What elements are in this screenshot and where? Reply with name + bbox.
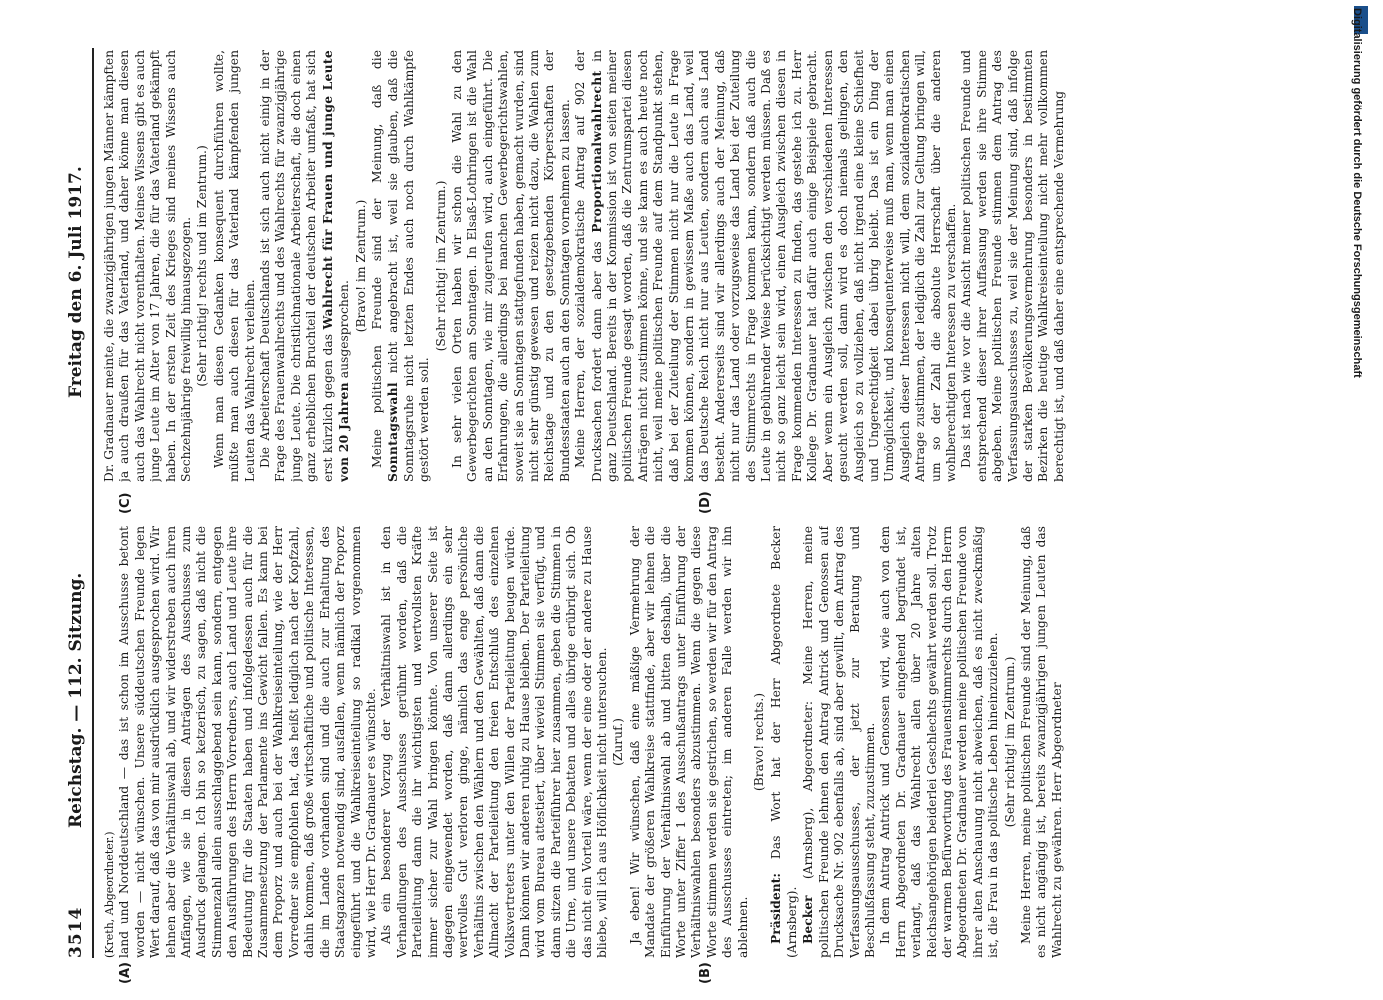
paragraph bbox=[370, 50, 433, 482]
interjection: (Bravo! rechts.) bbox=[752, 692, 767, 792]
session-date: Freitag den 6. Juli 1917. bbox=[66, 166, 86, 398]
session-title: Reichstag. — 112. Sitzung. bbox=[66, 572, 86, 828]
interjection: (Bravo! im Zentrum.) bbox=[353, 199, 368, 333]
interjection: (Sehr richtig! im Zentrum.) bbox=[1002, 656, 1017, 828]
paragraph: In dem Antrag Antrick und Genossen wird, wie auch von dem Herrn Abgeordneten Dr. Gradnauer eingehend begründet ist, verlangt, daß das Wahlrecht allen über 20 Jahre alten Reichsangehörigen beiderlei Geschlechts gewährt werden soll. Trotz der warmen Befürwortung des Frauenstimmrechts durch den Herrn Abgeordneten Dr. Gradnauer werden meine politischen Freunde von ihrer alten Anschauung nicht abweichen, daß es nicht zweckmäßig ist, die Frau in das politische Leben hineinzuziehen. bbox=[878, 526, 1001, 958]
paragraph: land und Norddeutschland — das ist schon im Ausschusse betont worden — nicht wünschen. Unsere süddeutschen Freunde legen Wert darauf, daß das von mir ausdrücklich ausgesprochen wird. Wir lehnen aber die Verhältniswahl ab, und wir widerstreben auch ihren Anfängen, wie sie in diesen Anträgen des Ausschusses zum Ausdruck gelangen. Ich bin so ketzerisch, zu sagen, daß nicht die Stimmenzahl allein ausschlaggebend sein kann, sondern, entgegen den Ausführungen des Herrn Vorredners, auch Land und Leute ihre Bedeutung für die Staaten haben und infolgedessen auch für die Zusammensetzung der Parlamente ins Gewicht fallen. Es kann bei dem Proporz und auch bei der Wahlkreiseinteilung, wie der Herr Vorredner sie empfohlen hat, das heißt lediglich nach der Kopfzahl, dahin kommen, daß große wirtschaftliche und politische Interessen, die im Lande vorhanden sind und die auch zur Erhaltung des Staatsganzen notwendig sind, ausfallen, wenn nämlich der Proporz eingeführt und die Wahlkreiseinteilung so radikal vorgenommen wird, wie Herr Dr. Gradnauer es wünschte. bbox=[117, 526, 378, 958]
paragraph bbox=[768, 526, 800, 958]
speaker-name: Präsident: bbox=[768, 873, 784, 944]
page-number: 3514 bbox=[66, 906, 86, 958]
paragraph: Als ein besonderer Vorzug der Verhältniswahl ist in den Verhandlungen des Ausschusses gerühmt worden, daß die Parteileitung dann die ihr wichtigsten und wertvollsten Kräfte immer sicher zur Wahl bringen könnte. Von unserer Seite ist dagegen eingewendet worden, daß dann allerdings ein sehr wertvolles Gut verloren ginge, nämlich das enge persönliche Verhältnis zwischen den Wählern und den Gewählten, daß dann die Allmacht der Parteileitung den freien Entschluß des einzelnen Volksvertreters unter den Willen der Parteileitung beugen würde. Dann können wir anderen ruhig zu Hause bleiben. Der Parteileitung wird vom Bureau attestiert, über wieviel Stimmen sie verfügt, und dann sitzen die Parteiführer hier zusammen, geben die Stimmen in die Urne, und unsere Debatten und alles übrige erübrigt sich. Ob das nicht ein Vorteil wäre, wenn der eine oder der andere zu Hause bliebe, will ich aus Höflichkeit nicht untersuchen. bbox=[379, 526, 609, 958]
paragraph-text: Meine Herren, der sozialdemokratische Antrag auf 902 der Drucksachen fordert dann aber das bbox=[573, 50, 604, 482]
paragraph-text: Das Wort hat der Herr Abgeordnete Becker (Arnsberg). bbox=[769, 526, 799, 958]
paragraph-text: (Arnsberg), Abgeordneter: Meine Herren, meine politischen Freunde lehnen den Antrag Antrick und Genossen auf Drucksache Nr. 902 ebenfalls ab, sind aber gewillt, dem Antrag des Verfassungsausschusses, der jetzt zur Beratung und Beschlußfassung steht, zuzustimmen. bbox=[801, 526, 877, 958]
rotated-document-page bbox=[58, 48, 1323, 984]
paragraph bbox=[800, 526, 878, 958]
paragraph: In sehr vielen Orten haben wir schon die Wahl zu den Gewerbegerichten am Sonntagen. In Elsaß-Lothringen ist die Wahl an den Sonntagen, wie mir zugerufen wird, auch eingeführt. Die Erfahrungen, die allerdings bei manchen Gewerbegerichtswahlen, soweit sie an Sonntagen stattgefunden haben, gemacht wurden, sind nicht sehr günstig gewesen und reizen nicht dazu, die Wahlen zum Reichstage und zu den gesetzgebenden Körperschaften der Bundesstaaten auch an den Sonntagen vornehmen zu lassen. bbox=[449, 50, 572, 482]
paragraph: Wenn man diesen Gedanken konsequent durchführen wollte, müßte man auch diesen für das Vaterland kämpfenden jungen Leuten das Wahlrecht verleihen. bbox=[211, 50, 257, 482]
margin-marker-d: (D) bbox=[698, 491, 713, 514]
speaker-continuation-note: (Kreth, Abgeordneter.) bbox=[103, 831, 116, 958]
interjection: (Sehr richtig! rechts und im Zentrum.) bbox=[195, 145, 210, 387]
margin-marker-b: (B) bbox=[698, 962, 713, 984]
emphasized-text: Proportionalwahlrecht bbox=[588, 70, 604, 233]
paragraph-text: Meine politischen Freunde sind der Meinung, daß die bbox=[369, 50, 384, 468]
paragraph-text: nicht angebracht ist, weil sie glauben, daß die Sonntagsruhe nicht letzten Endes auch noch durch Wahlkämpfe gestört werden soll. bbox=[386, 50, 432, 482]
paragraph bbox=[573, 50, 959, 482]
paragraph-text: Die Arbeiterschaft Deutschlands ist sich auch nicht einig in der Frage des Frauenwahlrechts und des Wahlrechts für zwanzigjährige junge Leute. Die christlichnationale Arbeiterschaft, die doch einen ganz erheblichen Bruchteil der deutschen Arbeiter umfaßt, hat sich erst kürzlich gegen das bbox=[258, 50, 335, 482]
paragraph: Ja eben! Wir wünschen, daß eine mäßige Vermehrung der Mandate der größeren Wahlkreise stattfinde, aber wir lehnen die Einführung der Verhältniswahl ab und bitten deshalb, über die Worte unter Ziffer 1 des Ausschußantrags unter Einführung der Verhältniswahlen besonders abzustimmen. Wenn die gegen diese Worte stimmen werden sie gestrichen, so werden wir für den Antrag des Ausschusses eintreten; im anderen Falle werden wir ihn ablehnen. bbox=[627, 526, 750, 958]
paragraph: Das ist nach wie vor die Ansicht meiner politischen Freunde und entsprechend dieser ihrer Auffassung werden sie ihre Stimme abgeben. Meine politischen Freunde stimmen dem Antrag des Verfassungsausschusses zu, weil sie der Meinung sind, daß infolge der starken Bevölkerungsvermehrung besonders in bestimmten Bezirken die heutige Wahlkreiseinteilung nicht mehr vollkommen berechtigt ist, und daß daher eine entsprechende Vermehrung bbox=[959, 50, 1066, 482]
emphasized-text: Sonntagswahl bbox=[385, 382, 401, 482]
right-text-column bbox=[102, 50, 1307, 482]
interjection: (Zuruf.) bbox=[611, 718, 626, 766]
speaker-name: Becker bbox=[800, 895, 816, 944]
paragraph: Meine Herren, meine politischen Freunde sind der Meinung, daß es nicht angängig ist, bereits zwanzigjährigen jungen Leuten das Wahlrecht zu gewähren. Herr Abgeordneter bbox=[1018, 526, 1064, 958]
paragraph bbox=[258, 50, 352, 482]
margin-marker-a: (A) bbox=[118, 962, 133, 984]
interjection: (Sehr richtig! im Zentrum.) bbox=[433, 180, 448, 352]
paragraph-text: ausgesprochen. bbox=[337, 280, 352, 379]
margin-marker-c: (C) bbox=[118, 492, 133, 514]
digitization-credit-text: Digitalisierung gefördert durch die Deutsche Forschungsgemeinschaft bbox=[1351, 8, 1363, 378]
paragraph: Dr. Gradnauer meinte, die zwanzigjährigen jungen Männer kämpften ja auch draußen für das Vaterland, und daher könne man diesen auch das Wahlrecht nicht vorenthalten. Meines Wissens gibt es auch junge Leute im Alter von 17 Jahren, die für das Vaterland gekämpft haben. In der ersten Zeit des Krieges sind meines Wissens auch Sechzehnjährige freiwillig hinausgezogen. bbox=[102, 50, 194, 482]
left-text-column bbox=[102, 526, 1307, 958]
digitization-credit bbox=[1346, 8, 1370, 993]
emphasized-text: Wahlrecht für Frauen und junge Leute von 20 Jahren bbox=[319, 50, 352, 482]
page-header bbox=[58, 48, 94, 958]
paragraph-text: in ganz Deutschland. Bereits in der Kommission ist von seiten meiner politischen Freunde gesagt worden, daß die Zentrumspartei diesen Anträgen nicht zustimmen könne, und sie kann es auch heute noch nicht, weil meine politischen Freunde auf dem Standpunkt stehen, daß bei der Zuteilung der Stimmen nicht nur die Leute in Frage kommen können, sondern in gewissem Maße auch das Land, weil das Deutsche Reich nicht nur aus Leuten, sondern auch aus Land besteht. Andererseits sind wir allerdings auch der Meinung, daß nicht nur das Land oder vorzugsweise das Land bei der Zuteilung des Stimmrechts in Frage kommen kann, sondern daß auch die Leute in gebührender Weise berücksichtigt werden müssen. Daß es nicht so ganz leicht sein wird, einen Ausgleich zwischen diesen in Frage kommenden Interessen zu finden, das gestehe ich zu. Herr Kollege Dr. Gradnauer hat dafür auch einige Beispiele gebracht. Aber wenn ein Ausgleich zwischen den verschiedenen Interessen gesucht werden soll, dann wird es doch niemals gelingen, den Ausgleich so zu vollziehen, daß nicht irgend eine kleine Schiefheit und Ungerechtigkeit dabei übrig bleibt. Das ist ein Ding der Unmöglichkeit, und konsequenterweise muß man, wenn man einen Ausgleich dieser Interessen nicht will, dem sozialdemokratischen Antrage zustimmen, der lediglich die Zahl zur Geltung bringen will, um so der Zahl die absolute Herrschaft über die anderen wohlberechtigten Interessen zu verschaffen. bbox=[589, 50, 958, 482]
